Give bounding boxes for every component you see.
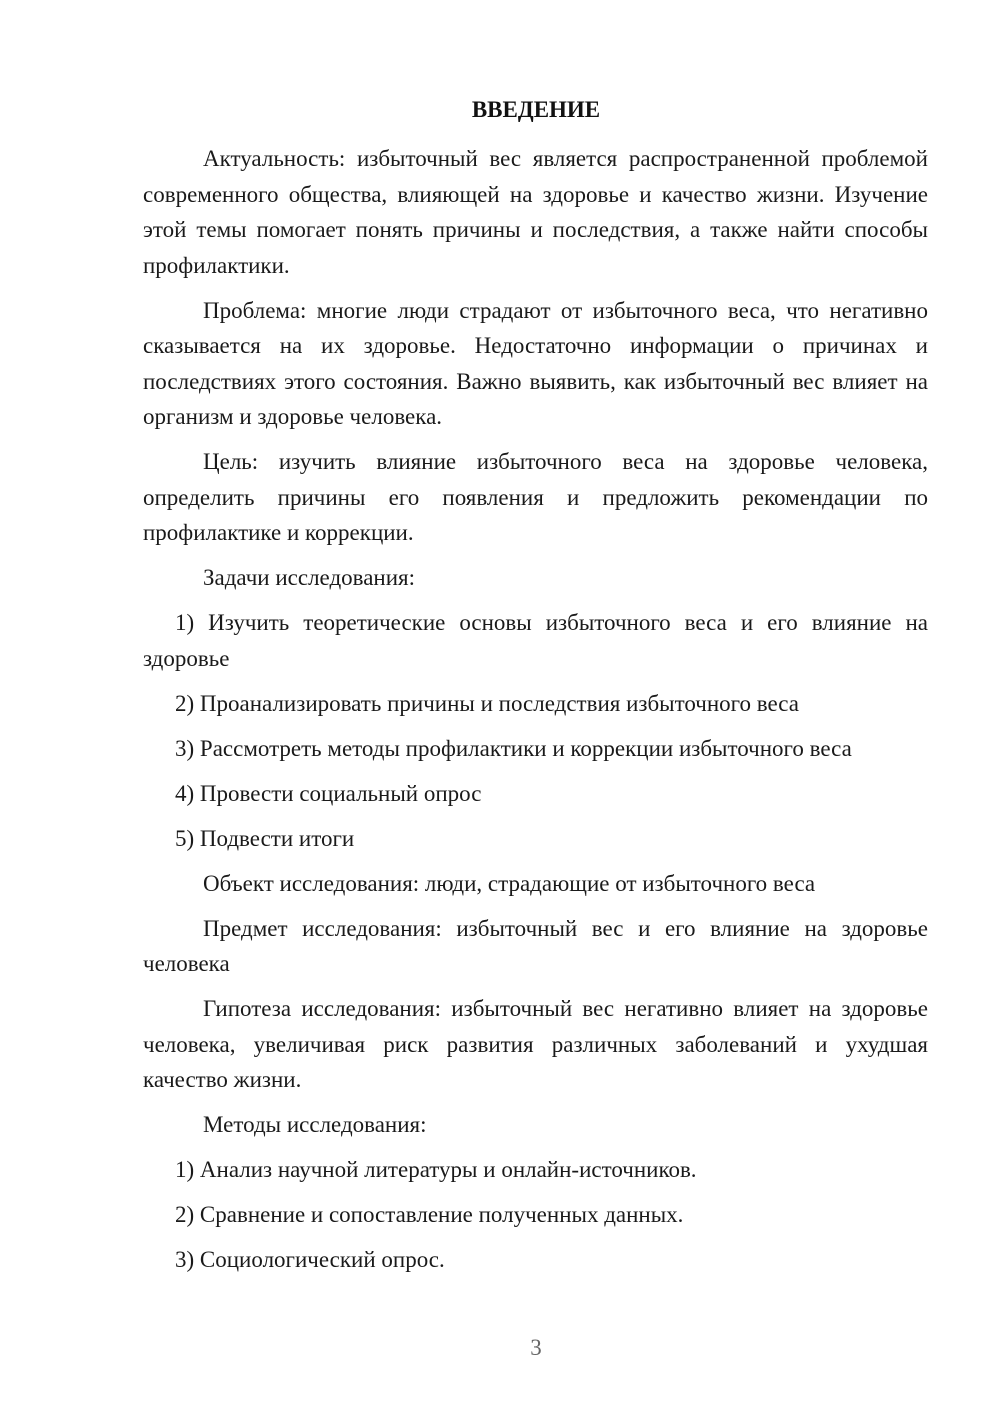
subject-paragraph: Предмет исследования: избыточный вес и его влияние на здоровье человека bbox=[143, 915, 928, 976]
document-body bbox=[143, 141, 928, 1278]
task-item-3: 3) Рассмотреть методы профилактики и коррекции избыточного веса bbox=[175, 735, 852, 761]
goal-paragraph: Цель: изучить влияние избыточного веса на здоровье человека, определить причины его появления и предложить рекомендации по профилактике и коррекции. bbox=[143, 449, 928, 545]
object-paragraph: Объект исследования: люди, страдающие от избыточного веса bbox=[203, 870, 816, 896]
methods-heading: Методы исследования: bbox=[203, 1112, 427, 1137]
problem-paragraph: Проблема: многие люди страдают от избыточного веса, что негативно сказывается на их здоровье. Недостаточно информации о причинах и последствиях этого состояния. Важно выявить, как избыточный вес влияет на организм и здоровье человека. bbox=[143, 297, 928, 429]
relevance-paragraph: Актуальность: избыточный вес является распространенной проблемой современного общества, влияющей на здоровье и качество жизни. Изучение этой темы помогает понять причины и последствия, а также найти способы профилактики. bbox=[143, 146, 928, 278]
method-item-2: 2) Сравнение и сопоставление полученных данных. bbox=[175, 1202, 684, 1227]
page-title: ВВЕДЕНИЕ bbox=[471, 97, 601, 122]
task-item-1: 1) Изучить теоретические основы избыточного веса и его влияние на здоровье bbox=[143, 610, 928, 671]
hypothesis-paragraph: Гипотеза исследования: избыточный вес негативно влияет на здоровье человека, увеличивая риск развития различных заболеваний и ухудшая качество жизни. bbox=[143, 996, 928, 1092]
method-item-3: 3) Социологический опрос. bbox=[175, 1247, 445, 1272]
tasks-heading: Задачи исследования: bbox=[203, 565, 416, 590]
task-item-5: 5) Подвести итоги bbox=[175, 825, 355, 851]
method-item-1: 1) Анализ научной литературы и онлайн-источников. bbox=[175, 1157, 697, 1182]
task-item-2: 2) Проанализировать причины и последствия избыточного веса bbox=[175, 690, 799, 716]
task-item-4: 4) Провести социальный опрос bbox=[175, 780, 482, 806]
page-number: 3 bbox=[530, 1335, 542, 1360]
